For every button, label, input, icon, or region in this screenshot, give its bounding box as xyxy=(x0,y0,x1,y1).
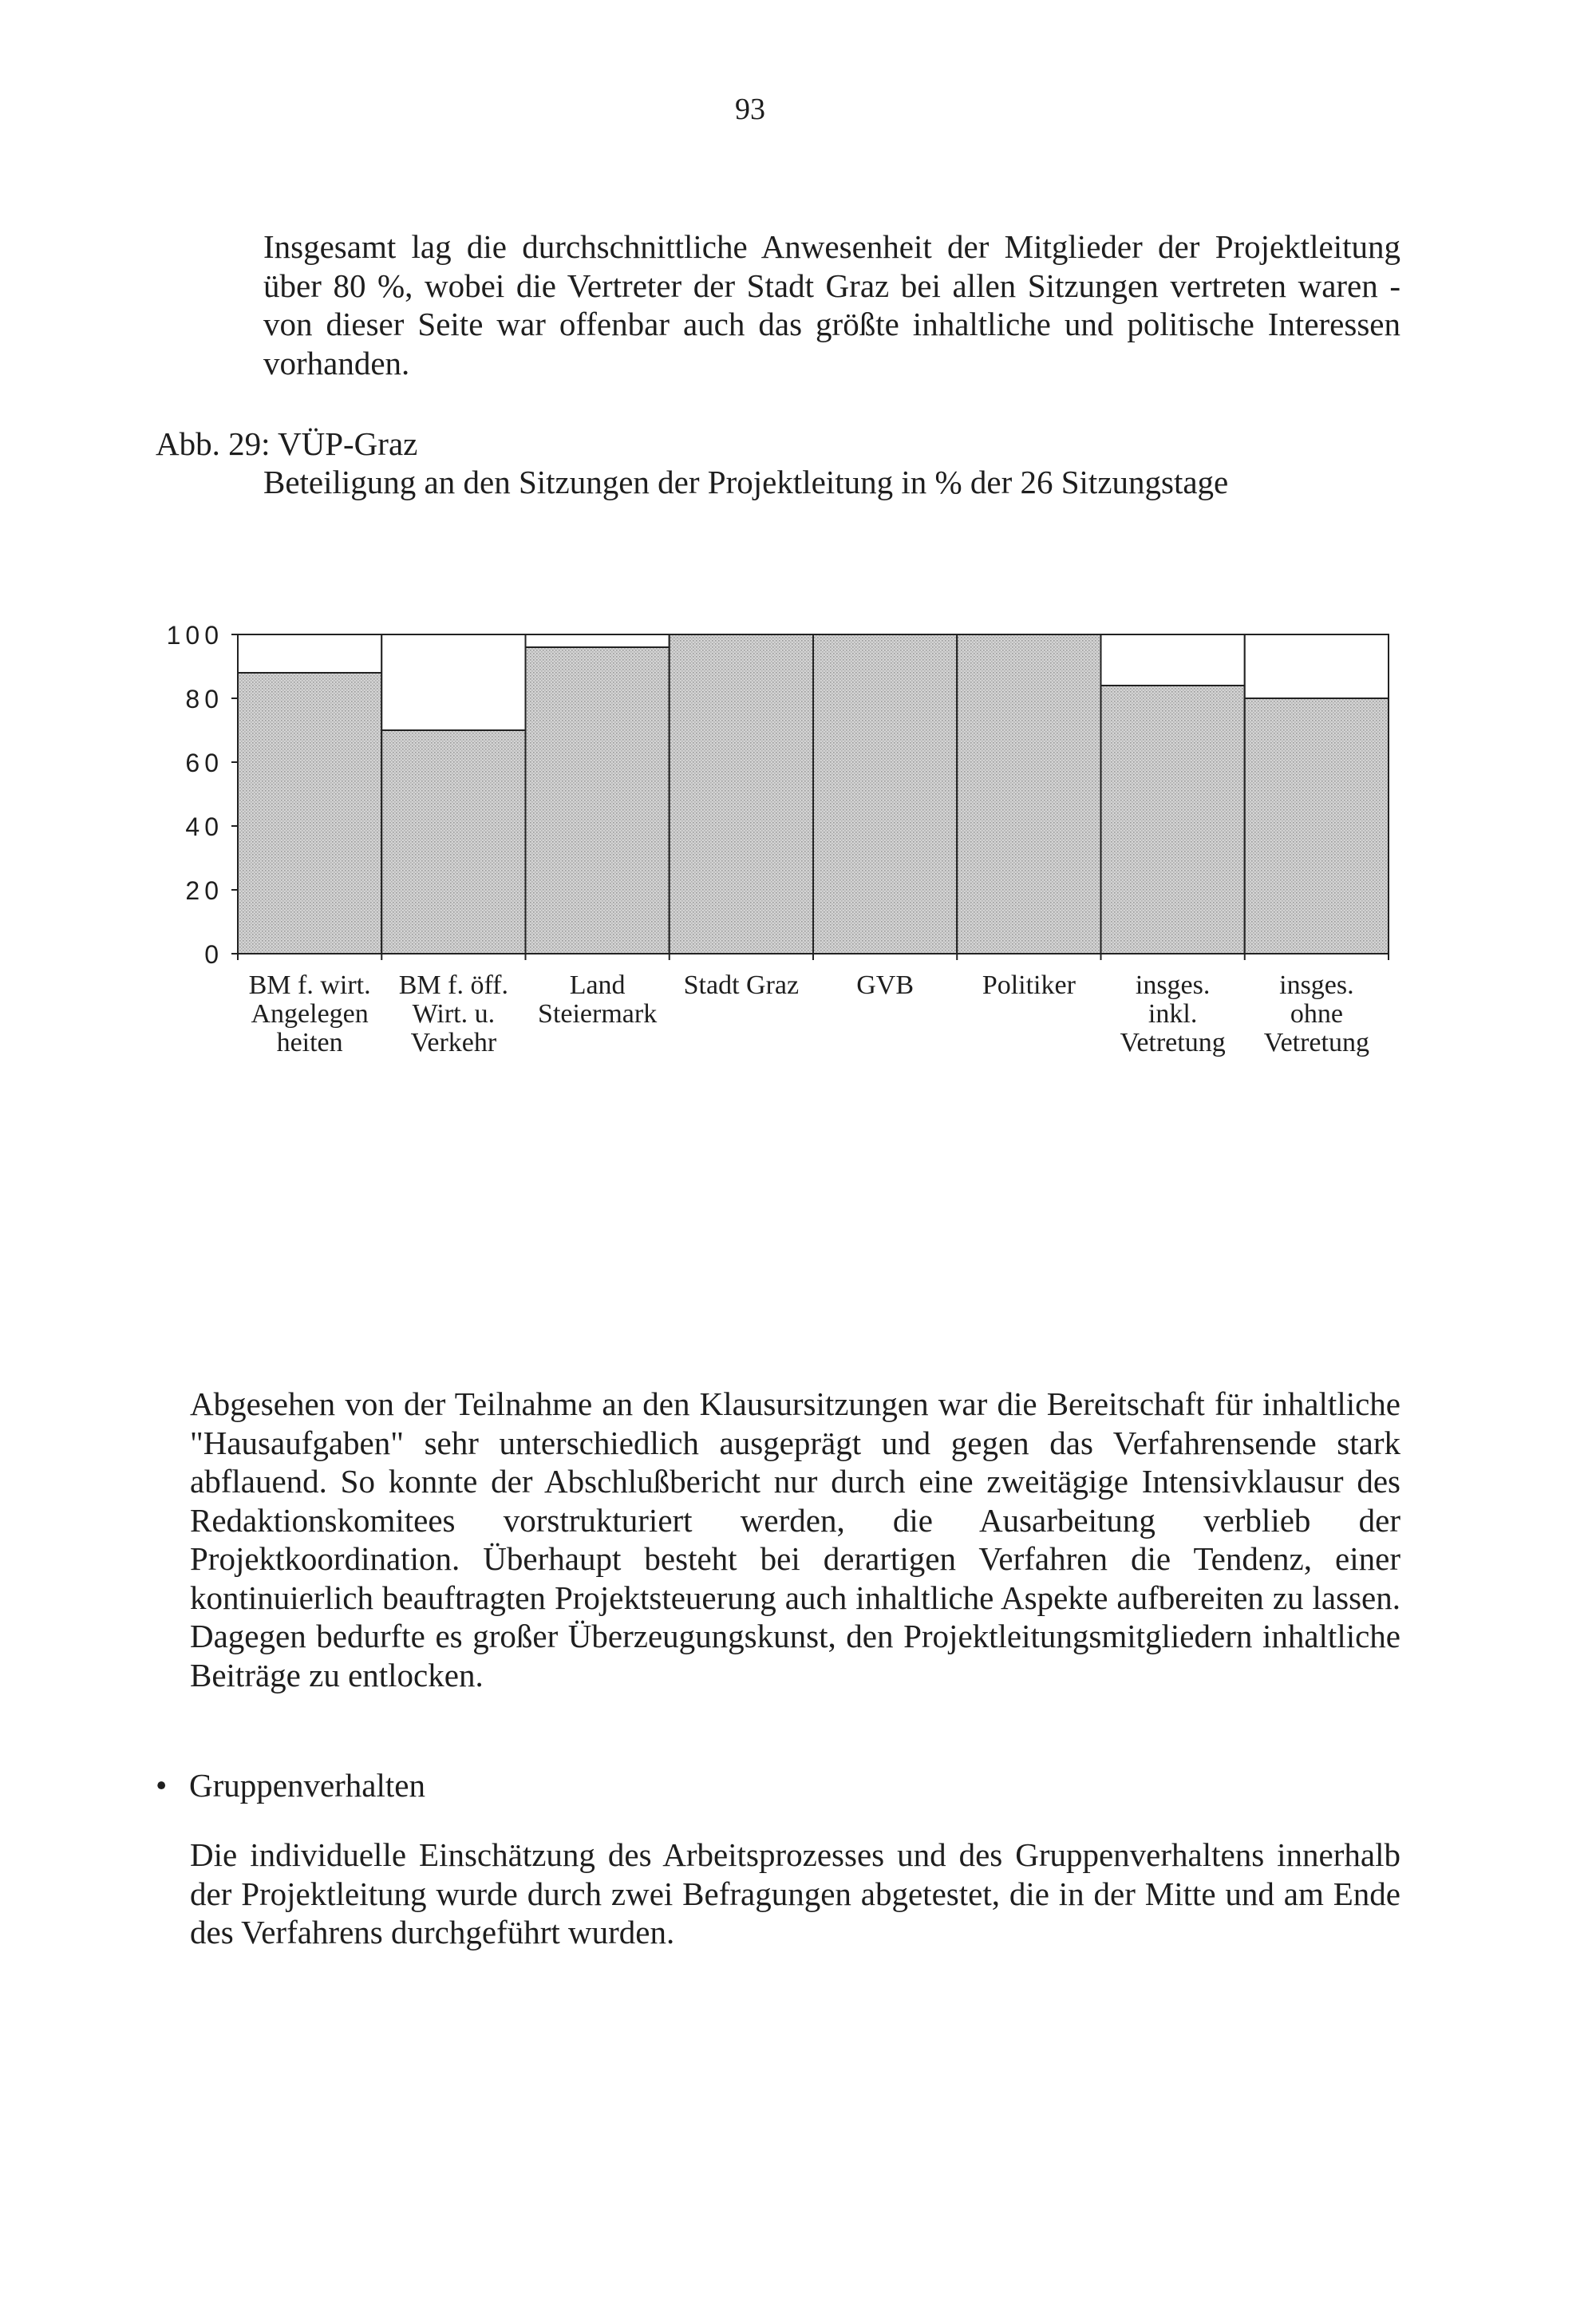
y-tick-label: 80 xyxy=(185,685,223,713)
bar xyxy=(1245,698,1389,954)
bar xyxy=(381,730,525,954)
y-tick-label: 0 xyxy=(204,940,223,969)
x-category-label: Stadt Graz xyxy=(683,970,800,1000)
x-category-label: Land Steiermark xyxy=(538,970,658,1029)
y-tick-label: 20 xyxy=(185,876,223,905)
x-category-label: GVB xyxy=(856,970,915,1000)
page-number: 93 xyxy=(735,93,765,126)
y-tick-label: 40 xyxy=(185,812,223,841)
x-category-label: Politiker xyxy=(982,970,1076,1000)
attendance-bar-chart xyxy=(144,615,1420,1109)
x-category-label: insges. ohne Vetretung xyxy=(1263,970,1369,1057)
y-tick-label: 100 xyxy=(166,621,223,650)
bar xyxy=(526,647,670,954)
x-category-label: BM f. öff. Wirt. u. Verkehr xyxy=(398,970,509,1057)
x-category-label: insges. inkl. Vetretung xyxy=(1120,970,1226,1057)
bar xyxy=(1101,686,1245,954)
y-tick-label: 60 xyxy=(185,749,223,777)
bar xyxy=(957,634,1100,954)
figure-caption-title: Beteiligung an den Sitzungen der Projektleitung in % der 26 Sitzungstage xyxy=(263,464,1229,500)
bar xyxy=(813,634,957,954)
bar xyxy=(670,634,813,954)
figure-caption-label: Abb. 29: VÜP-Graz xyxy=(156,425,418,462)
group-behaviour-paragraph: Die individuelle Einschätzung des Arbeitsprozesses und des Gruppenverhaltens innerhalb der Projektleitung wurde durch zwei Befragungen abgetestet, die in der Mitte und am Ende des Verfahrens durchgeführt wurden. xyxy=(190,1836,1400,1950)
bar xyxy=(238,673,381,954)
bullet-text: Gruppenverhalten xyxy=(189,1767,425,1804)
x-category-label: BM f. wirt. Angelegen heiten xyxy=(248,970,371,1057)
bullet-item-gruppenverhalten xyxy=(156,1766,425,1804)
bullet-dot-icon: • xyxy=(156,1767,168,1804)
homework-paragraph: Abgesehen von der Teilnahme an den Klausursitzungen war die Bereitschaft für inhaltliche "Hausaufgaben" sehr unterschiedlich ausgeprägt und gegen das Verfahrensende stark abflauend. So konnte der Abschlußbericht nur durch eine zweitägige Intensivklausur des Redaktionskomitees vorstrukturiert werden, die Ausarbeitung verblieb der Projektkoordination. Überhaupt besteht bei derartigen Verfahren die Tendenz, einer kontinuierlich beauftragten Projektsteuerung auch inhaltliche Aspekte aufbereiten zu lassen. Dagegen bedurfte es großer Überzeugungskunst, den Projektleitungsmitgliedern inhaltliche Beiträge zu entlocken. xyxy=(190,1385,1400,1693)
intro-paragraph: Insgesamt lag die durchschnittliche Anwesenheit der Mitglieder der Projektleitung über 80 %, wobei die Vertreter der Stadt Graz bei allen Sitzungen vertreten waren - von dieser Seite war offenbar auch das größte inhaltliche und politische Interessen vorhanden. xyxy=(263,228,1400,381)
